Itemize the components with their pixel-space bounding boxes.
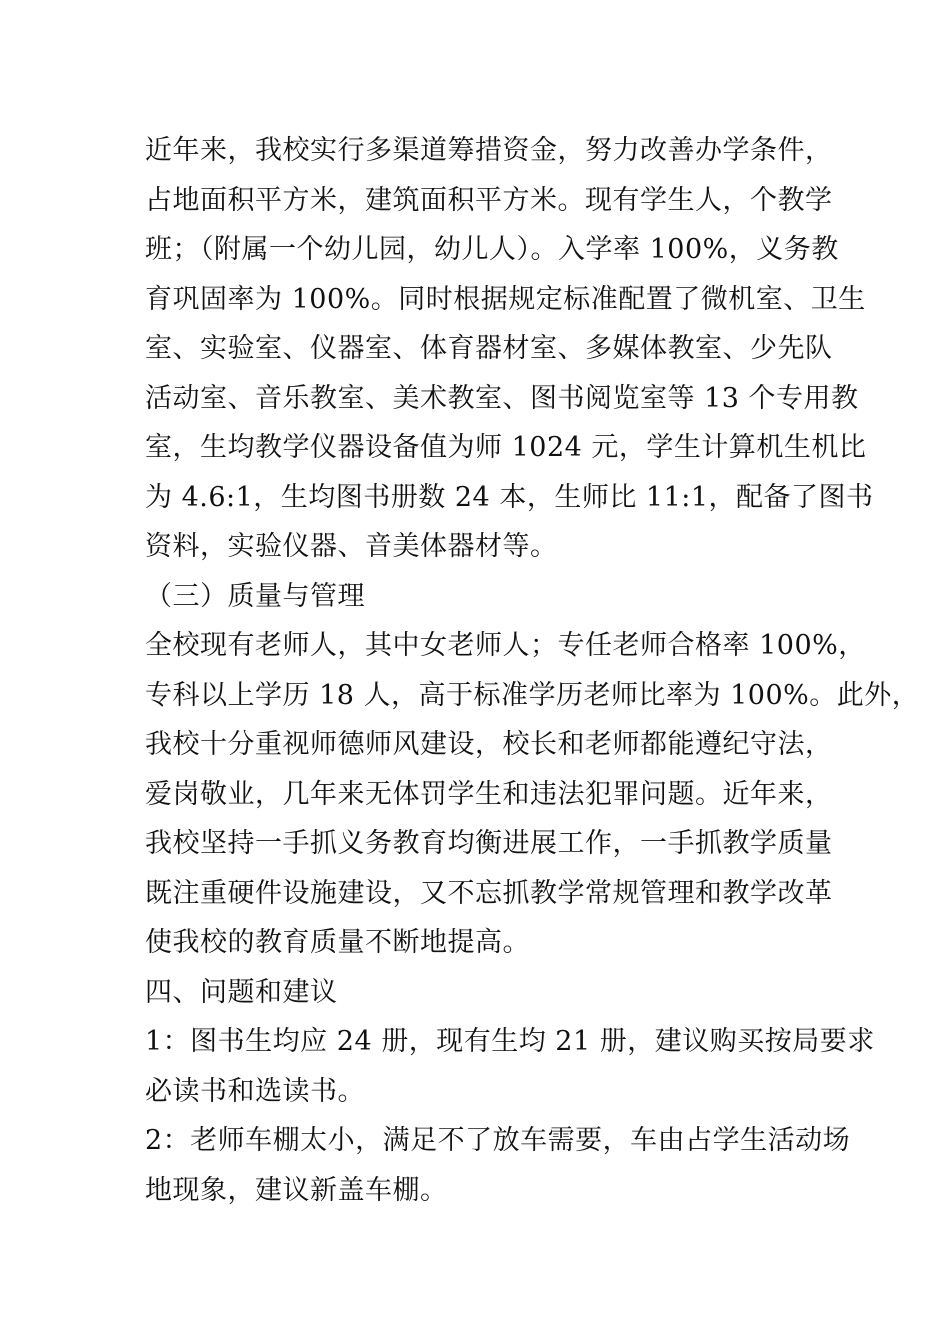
list-item-line: 地现象，建议新盖车棚。 bbox=[145, 1174, 448, 1206]
paragraph-line: 使我校的教育质量不断地提高。 bbox=[145, 927, 530, 958]
section-heading: （三）质量与管理 bbox=[145, 580, 365, 612]
paragraph-line: 近年来，我校实行多渠道筹措资金，努力改善办学条件， bbox=[145, 135, 833, 166]
document-body bbox=[145, 126, 920, 1215]
paragraph-line: 班；（附属一个幼儿园，幼儿人）。入学率 100%，义务教 bbox=[145, 234, 839, 265]
paragraph-line: 我校十分重视师德师风建设，校长和老师都能遵纪守法， bbox=[145, 729, 833, 760]
paragraph-line: 资料，实验仪器、音美体器材等。 bbox=[145, 531, 558, 562]
list-item-line: 2：老师车棚太小，满足不了放车需要，车由占学生活动场 bbox=[145, 1125, 851, 1156]
paragraph-line: 专科以上学历 18 人，高于标准学历老师比率为 100%。此外， bbox=[145, 679, 920, 711]
paragraph-line: 育巩固率为 100%。同时根据规定标准配置了微机室、卫生 bbox=[145, 283, 866, 315]
paragraph-line: 室、实验室、仪器室、体育器材室、多媒体教室、少先队 bbox=[145, 333, 833, 364]
list-item-line: 必读书和选读书。 bbox=[145, 1075, 365, 1107]
section-heading: 四、问题和建议 bbox=[145, 976, 338, 1008]
paragraph-line: 为 4.6:1，生均图书册数 24 本，生师比 11:1，配备了图书 bbox=[145, 481, 874, 513]
paragraph-line: 爱岗敬业，几年来无体罚学生和违法犯罪问题。近年来， bbox=[145, 778, 833, 810]
list-item-line: 1：图书生均应 24 册，现有生均 21 册，建议购买按局要求 bbox=[145, 1026, 875, 1057]
paragraph-line: 室，生均教学仪器设备值为师 1024 元，学生计算机生机比 bbox=[145, 432, 867, 463]
paragraph-line: 活动室、音乐教室、美术教室、图书阅览室等 13 个专用教 bbox=[145, 382, 859, 414]
paragraph-line: 占地面积平方米，建筑面积平方米。现有学生人，个教学 bbox=[145, 184, 833, 216]
paragraph-line: 既注重硬件设施建设，又不忘抓教学常规管理和教学改革 bbox=[145, 877, 833, 909]
paragraph-line: 全校现有老师人，其中女老师人；专任老师合格率 100%， bbox=[145, 630, 866, 661]
paragraph-line: 我校坚持一手抓义务教育均衡进展工作，一手抓教学质量 bbox=[145, 828, 833, 859]
